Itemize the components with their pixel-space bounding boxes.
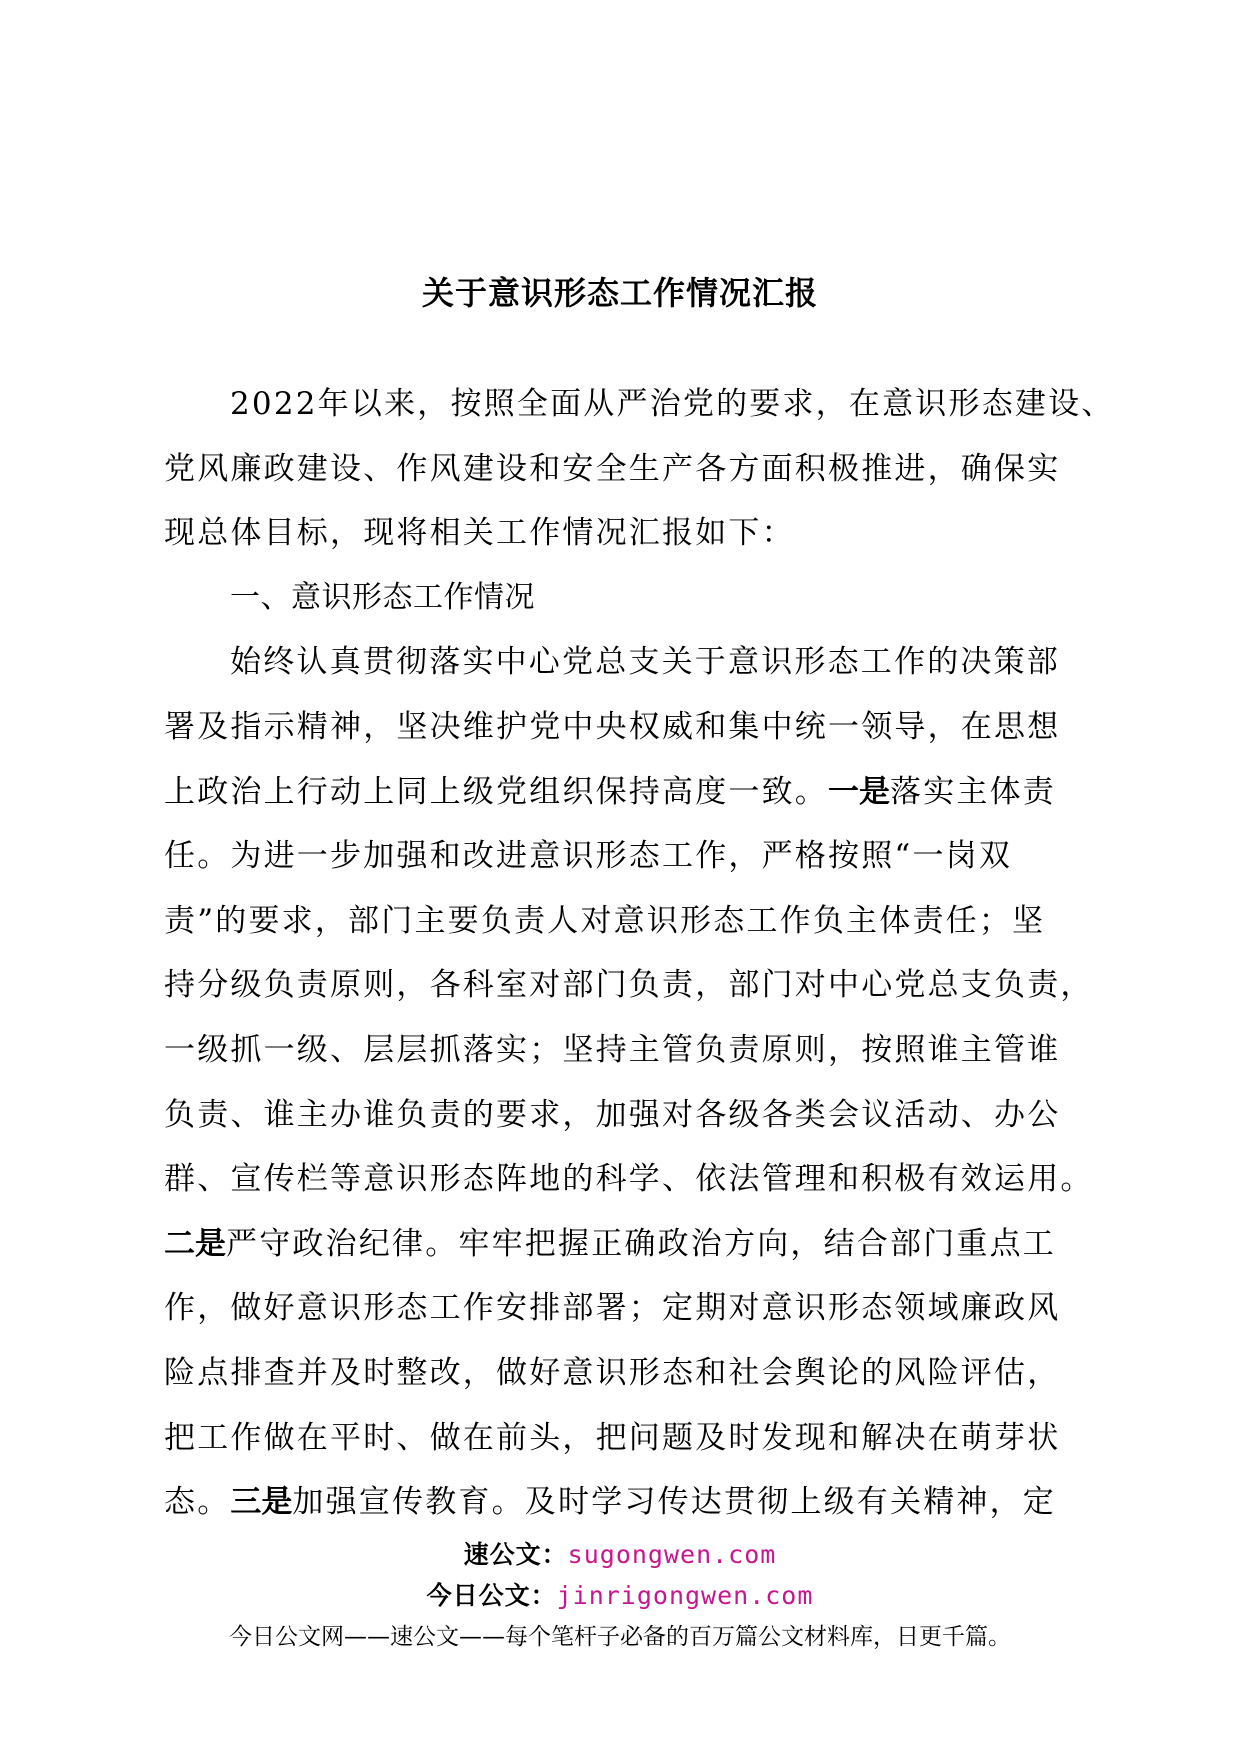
- paragraph-text: 态。: [164, 1484, 231, 1521]
- footer-site-label: 今日公文：: [426, 1581, 557, 1610]
- paragraph-text: 严守政治纪律。牢牢把握正确政治方向，结合部门重点工: [226, 1225, 1056, 1262]
- footer-site-link[interactable]: jinrigongwen.com: [556, 1581, 814, 1610]
- paragraph-line: 险点排查并及时整改，做好意识形态和社会舆论的风险评估，: [164, 1354, 1061, 1391]
- keyword-second: 二是: [164, 1225, 226, 1262]
- paragraph-line: [164, 1470, 1092, 1535]
- footer-site-sugongwen: [0, 1535, 1240, 1571]
- paragraph-text: 上政治上行动上同上级党组织保持高度一致。: [164, 773, 828, 810]
- paragraph-line: [164, 1212, 1092, 1277]
- paragraph-text: 加强宣传教育。及时学习传达贯彻上级有关精神，定: [292, 1484, 1057, 1521]
- footer-slogan: [0, 1618, 1240, 1651]
- footer-slogan-text: 今日公文网——速公文——每个笔杆子必备的百万篇公文材料库，日更千篇。: [229, 1624, 1011, 1650]
- paragraph-line: 署及指示精神，坚决维护党中央权威和集中统一领导，在思想: [164, 708, 1061, 745]
- paragraph-line: [164, 760, 1092, 825]
- paragraph-line: 责”的要求，部门主要负责人对意识形态工作负主体责任；坚: [164, 902, 1046, 939]
- footer-site-jinrigongwen: [0, 1576, 1240, 1612]
- document-body: [164, 372, 1115, 1535]
- paragraph-line: 持分级负责原则，各科室对部门负责，部门对中心党总支负责，: [164, 967, 1094, 1004]
- footer-site-label: 速公文：: [463, 1540, 568, 1569]
- document-title: 关于意识形态工作情况汇报: [421, 274, 818, 312]
- paragraph-line: 一级抓一级、层层抓落实；坚持主管负责原则，按照谁主管谁: [164, 1031, 1061, 1068]
- paragraph-text: 落实主体责: [890, 773, 1056, 810]
- paragraph-line: 始终认真贯彻落实中心党总支关于意识形态工作的决策部: [230, 644, 1060, 681]
- intro-line: 党风廉政建设、作风建设和安全生产各方面积极推进，确保实: [164, 450, 1061, 487]
- intro-line: 现总体目标，现将相关工作情况汇报如下：: [164, 515, 795, 552]
- paragraph-line: 作，做好意识形态工作安排部署；定期对意识形态领域廉政风: [164, 1290, 1061, 1327]
- paragraph-line: 把工作做在平时、做在前头，把问题及时发现和解决在萌芽状: [164, 1419, 1061, 1456]
- paragraph-line: 任。为进一步加强和改进意识形态工作，严格按照“一岗双: [164, 838, 1013, 875]
- paragraph-line: 群、宣传栏等意识形态阵地的科学、依法管理和积极有效运用。: [164, 1161, 1094, 1198]
- footer-site-link[interactable]: sugongwen.com: [567, 1540, 777, 1569]
- section-heading: 一、意识形态工作情况: [230, 579, 535, 615]
- intro-line: 2022年以来，按照全面从严治党的要求，在意识形态建设、: [230, 386, 1115, 422]
- keyword-third: 三是: [230, 1484, 293, 1521]
- keyword-first: 一是: [828, 773, 890, 810]
- paragraph-line: 负责、谁主办谁负责的要求，加强对各级各类会议活动、办公: [164, 1096, 1061, 1133]
